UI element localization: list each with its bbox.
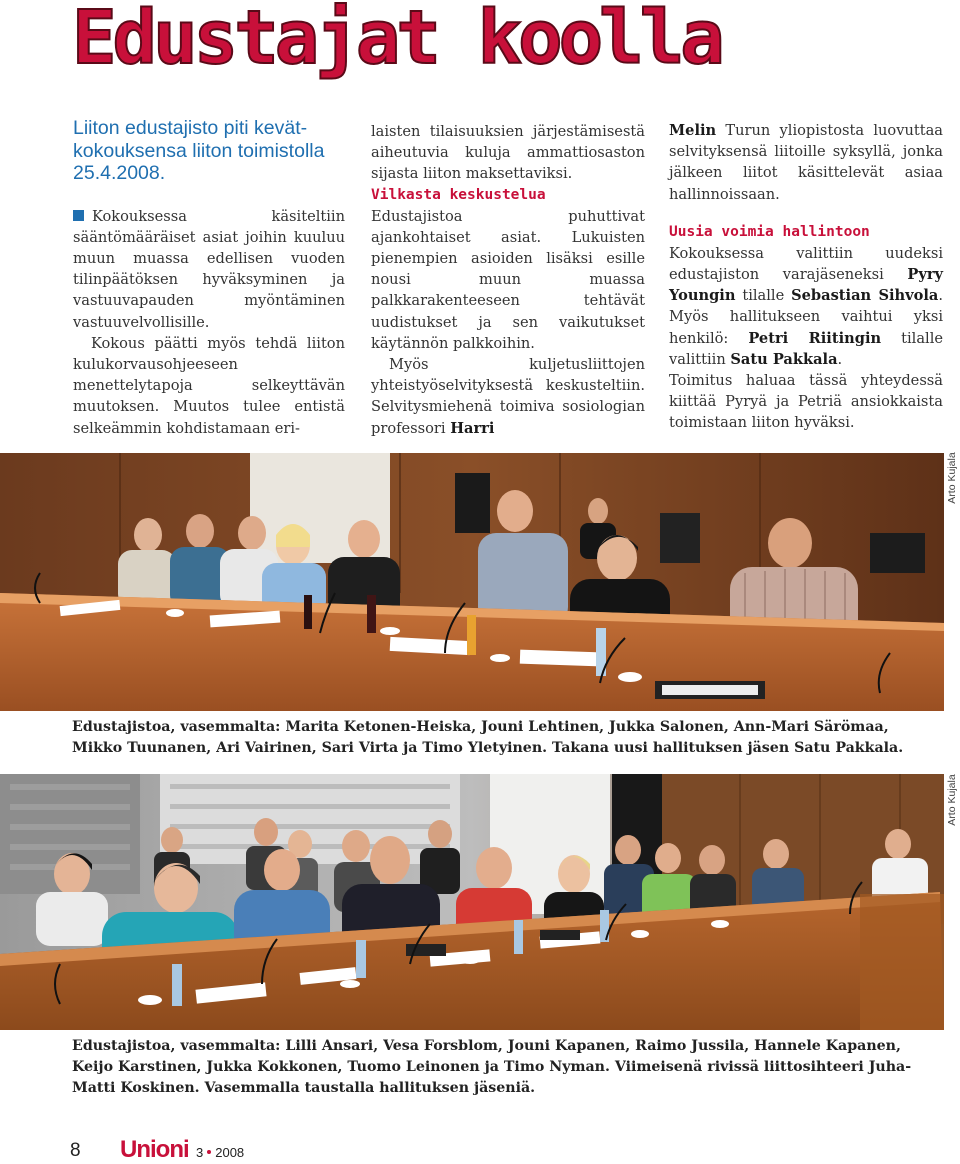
article-column-2 [371, 121, 645, 439]
article-column-3 [669, 120, 943, 434]
square-bullet-icon [73, 210, 84, 221]
col3-paragraph-1: Melin Turun yliopistosta luovuttaa selvityksensä liitoille syksyllä, jonka jälkeen liitot käsittelevät asiaa hallinnoissaan. [669, 122, 943, 203]
meeting-photo-1 [0, 453, 944, 711]
page-number: 8 [70, 1140, 81, 1161]
article-headline: Edustajat koolla [72, 0, 721, 81]
issue-info: 3 2008 [196, 1145, 245, 1160]
meeting-photo-1-image [0, 453, 944, 711]
photo-2-caption: Edustajistoa, vasemmalta: Lilli Ansari, Vesa Forsblom, Jouni Kapanen, Raimo Jussila, Hannele Kapanen, Keijo Karstinen, Jukka Kokkonen, Tuomo Leinonen ja Timo Nyman. Viimeisenä rivissä liittosihteeri Juha-Matti Koskinen. Vasemmalla taustalla hallituksen jäseniä. [72, 1038, 912, 1096]
col3-paragraph-3: Toimitus haluaa tässä yhteydessä kiittää Pyryä ja Petriä ansiokkaista toimistaan liiton hyväksi. [669, 372, 943, 432]
col2-subheading: Vilkasta keskustelua [371, 186, 546, 203]
col2-paragraph-2: Edustajistoa puhuttivat ajankohtaiset asiat. Lukuisten pienempien asioiden lisäksi esille nousi muun muassa palkkarakenteeseen tehtävät uudistukset ja sen vaikutukset käytännön palkkoihin. [371, 207, 645, 352]
separator-dot-icon [207, 1150, 211, 1154]
col3-subheading: Uusia voimia hallintoon [669, 223, 870, 240]
col1-paragraph-1: Kokouksessa käsiteltiin sääntömääräiset asiat joihin kuuluu muun muassa edellisen vuoden tilinpäätöksen hyväksyminen ja vastuuvapauden myöntäminen vastuuvelvollisille. [73, 207, 345, 331]
col1-paragraph-2: Kokous päätti myös tehdä liiton kulukorvausohjeeseen menettelytapoja selkeyttävän muutoksen. Muutos tulee entistä selkeämmin kohdistamaan eri- [73, 334, 345, 437]
photo-1-credit: Arto Kujala [946, 452, 958, 504]
magazine-logo: Unioni [120, 1136, 189, 1163]
article-column-1 [73, 117, 345, 439]
meeting-photo-2-image [0, 774, 944, 1030]
photo-2-credit: Arto Kujala [946, 774, 958, 826]
col2-paragraph-3: Myös kuljetusliittojen yhteistyöselvityksestä keskusteltiin. Selvitysmiehenä toimiva sosiologian professori Harri [371, 356, 645, 437]
col2-paragraph-1: laisten tilaisuuksien järjestämisestä aiheutuvia kuluja ammattiosaston sijasta liiton maksettaviksi. [371, 123, 645, 183]
article-lead: Liiton edustajisto piti kevätkokouksensa liiton toimistolla 25.4.2008. [73, 117, 325, 184]
col3-paragraph-2: Kokouksessa valittiin uudeksi edustajiston varajäseneksi Pyry Youngin tilalle Sebastian Sihvola. Myös hallitukseen vaihtui yksi henkilö: Petri Riitingin tilalle valittiin Satu Pakkala. [669, 244, 944, 368]
photo-1-caption: Edustajistoa, vasemmalta: Marita Ketonen-Heiska, Jouni Lehtinen, Jukka Salonen, Ann-Mari Särömaa, Mikko Tuunanen, Ari Vairinen, Sari Virta ja Timo Yletyinen. Takana uusi hallituksen jäsen Satu Pakkala. [72, 719, 904, 756]
person-name: Harri [450, 419, 495, 437]
person-name: Melin [669, 122, 717, 139]
meeting-photo-2 [0, 774, 944, 1030]
